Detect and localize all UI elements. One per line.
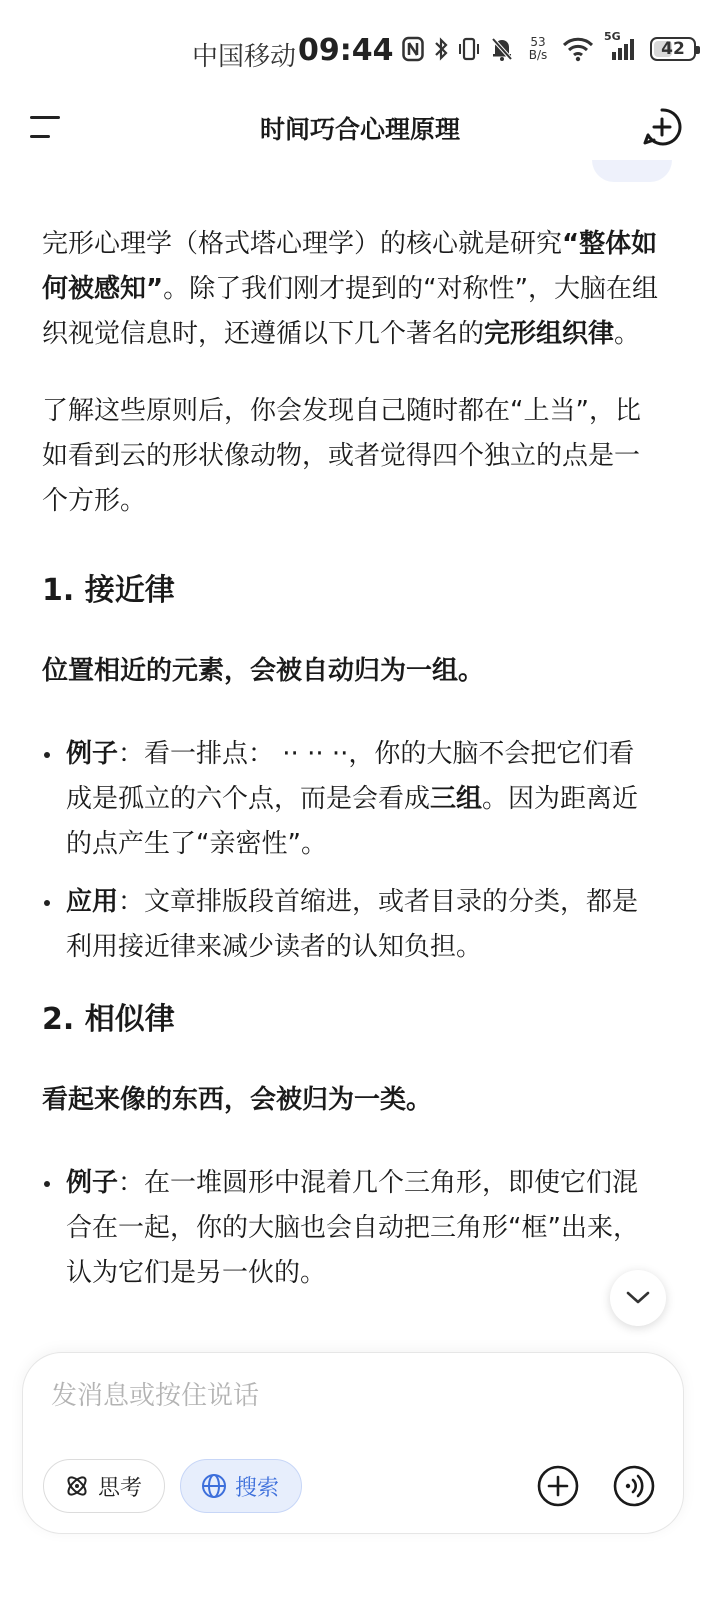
voice-icon: [613, 1465, 655, 1507]
voice-input-button[interactable]: [613, 1465, 655, 1507]
carrier-name: 中国移动: [192, 42, 297, 72]
section-heading-proximity: 1. 接近律: [42, 573, 175, 608]
status-time: 09:44: [298, 33, 394, 68]
list-item: [42, 732, 660, 867]
nfc-icon: [402, 36, 424, 62]
list-item: [42, 880, 660, 970]
status-bar: [0, 0, 720, 100]
intro-paragraph: [42, 222, 660, 357]
vibrate-icon: [458, 36, 480, 62]
net-speed-value: 53: [530, 35, 546, 49]
list-item: [42, 1161, 660, 1296]
think-toggle-button[interactable]: [43, 1459, 165, 1513]
attach-button[interactable]: [537, 1465, 579, 1507]
battery-level: 42: [661, 39, 685, 59]
bullet-text-end: 。因为距离近的点产生了“亲密性”。: [66, 784, 639, 859]
intro-bold-term: 完形组织律: [484, 319, 615, 349]
bullet-label: 例子: [66, 1168, 119, 1198]
chevron-down-icon: [625, 1290, 651, 1306]
net-speed-unit: B/s: [528, 48, 548, 62]
intro-bold-phrase: “整体如何被感知”: [42, 229, 658, 304]
plus-circle-icon: [642, 107, 682, 147]
net-speed: [524, 36, 552, 62]
section-subheading-similarity: 看起来像的东西，会被归为一类。: [42, 1085, 433, 1115]
cell-signal-icon: [604, 30, 640, 62]
network-type: 5G: [604, 30, 621, 43]
mute-bell-icon: [490, 36, 514, 62]
section-subheading-proximity: 位置相近的元素，会被自动归为一组。: [42, 656, 485, 686]
search-label: 搜索: [235, 1475, 280, 1501]
plus-circle-icon: [537, 1465, 579, 1507]
think-label: 思考: [98, 1475, 143, 1501]
atom-icon: [64, 1473, 90, 1499]
intro-text-continued: 。除了我们刚才提到的“对称性”，大脑在组织视觉信息时，还遵循以下几个著名的: [42, 274, 659, 349]
bullet-text: ：看一排点： ·· ·· ··，你的大脑不会把它们看成是孤立的六个点，而是会看成: [66, 739, 635, 814]
bullet-text: ：文章排版段首缩进，或者目录的分类，都是利用接近律来减少读者的认知负担。: [66, 887, 639, 962]
new-chat-button[interactable]: [642, 107, 682, 147]
bullet-bold-term: 三组: [430, 784, 483, 814]
scroll-to-bottom-button[interactable]: [610, 1270, 666, 1326]
second-paragraph: 了解这些原则后，你会发现自己随时都在“上当”，比如看到云的形状像动物，或者觉得四个独立的点是一个方形。: [42, 396, 641, 516]
message-input[interactable]: 发消息或按住说话: [51, 1381, 260, 1411]
bullet-label: 应用: [66, 887, 119, 917]
assistant-message: [42, 222, 660, 1309]
intro-text-end: 。: [614, 319, 641, 349]
conversation-title: 时间巧合心理原理: [259, 115, 460, 144]
message-composer: [22, 1352, 684, 1534]
globe-icon: [201, 1473, 227, 1499]
proximity-bullets: [42, 732, 660, 970]
section-heading-similarity: 2. 相似律: [42, 1002, 175, 1037]
search-toggle-button[interactable]: [180, 1459, 302, 1513]
battery-indicator: [650, 37, 696, 61]
chat-header: [0, 100, 720, 156]
user-message-bubble: [592, 160, 672, 182]
intro-text: 完形心理学（格式塔心理学）的核心就是研究: [42, 229, 563, 259]
status-icons: [402, 30, 696, 62]
wifi-icon: [562, 36, 594, 62]
bullet-text: ：在一堆圆形中混着几个三角形，即使它们混合在一起，你的大脑也会自动把三角形“框”出来，认为它们是另一伙的。: [66, 1168, 639, 1288]
bluetooth-icon: [434, 36, 448, 62]
similarity-bullets: [42, 1161, 660, 1296]
bullet-label: 例子: [66, 739, 119, 769]
